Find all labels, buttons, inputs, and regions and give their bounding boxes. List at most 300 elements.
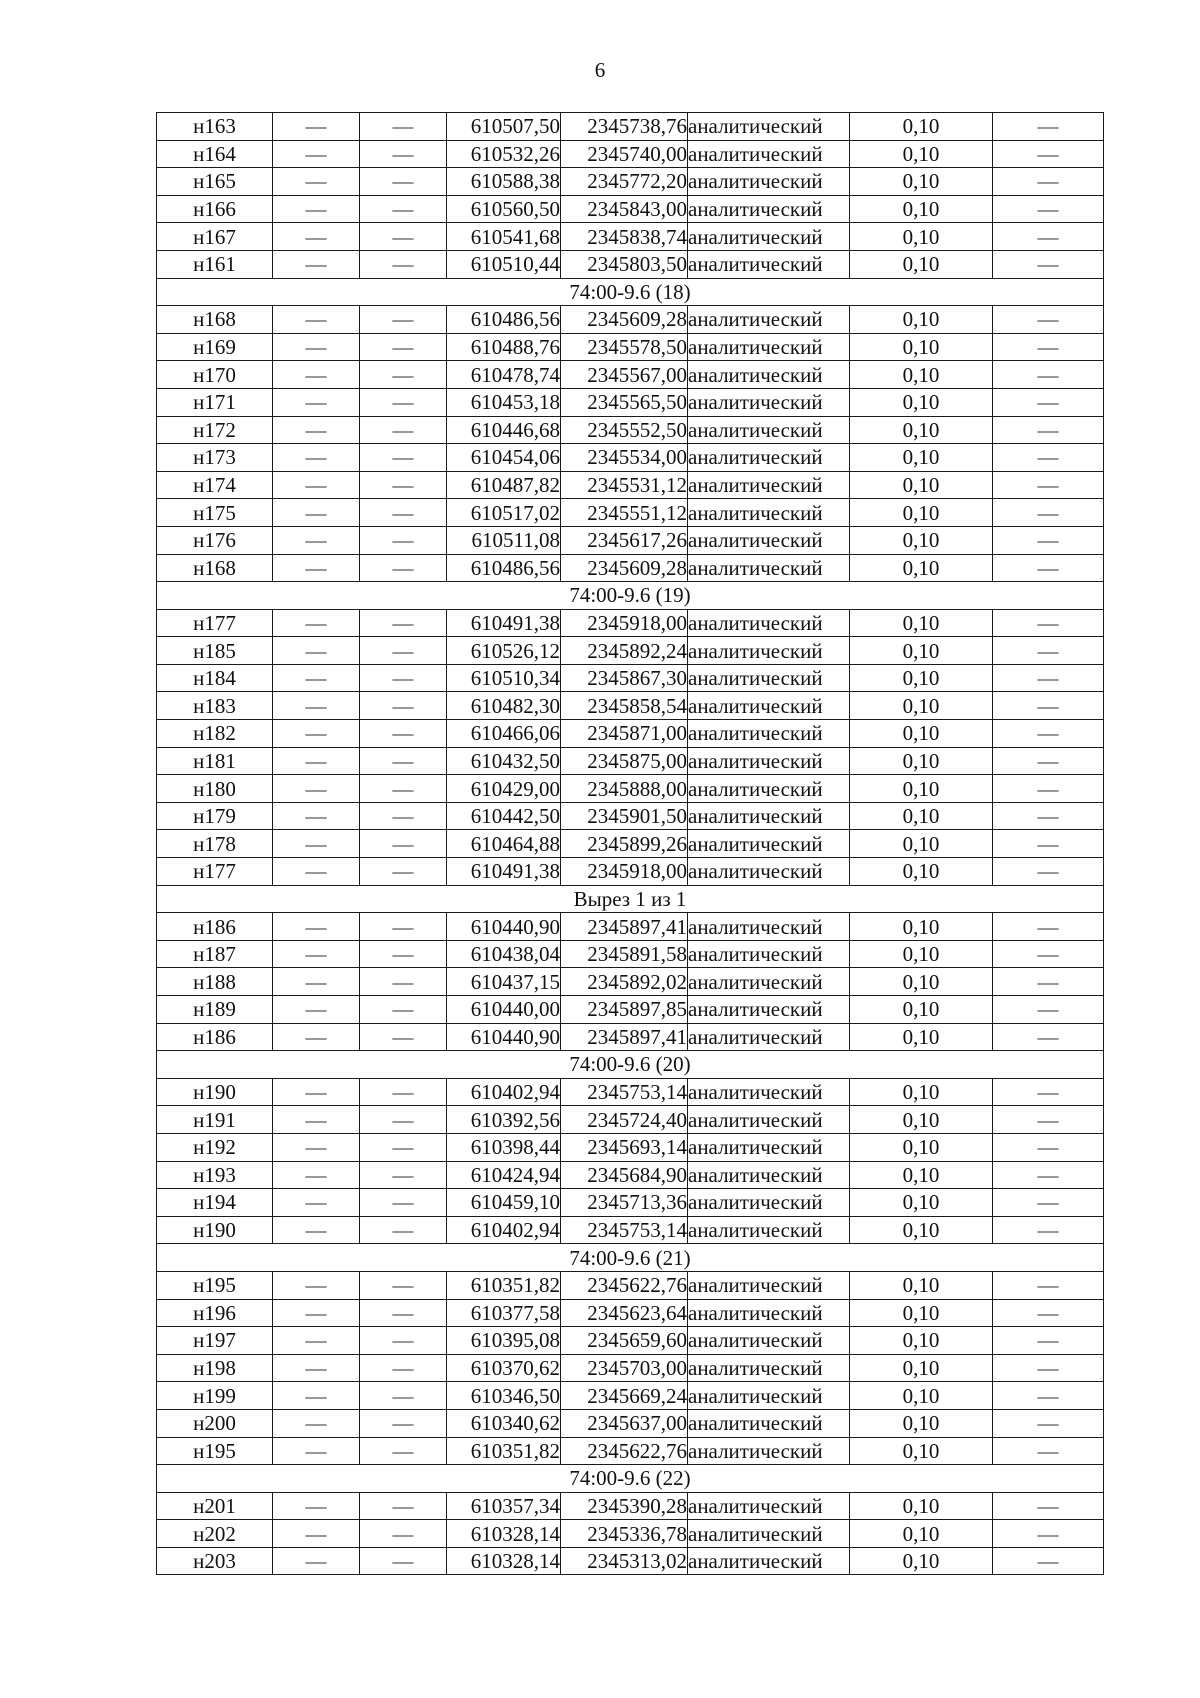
accuracy-value: 0,10	[850, 1354, 993, 1382]
coordinate-y: 2345693,14	[561, 1133, 688, 1161]
coordinate-x: 610438,04	[447, 940, 561, 968]
accuracy-value: 0,10	[850, 388, 993, 416]
determination-method: аналитический	[688, 140, 850, 168]
empty-value: —	[993, 223, 1104, 251]
coordinate-y: 2345858,54	[561, 692, 688, 720]
coordinate-y: 2345565,50	[561, 388, 688, 416]
empty-value: —	[273, 140, 360, 168]
empty-value: —	[273, 388, 360, 416]
section-header-row	[157, 1465, 1104, 1493]
table-row	[157, 1354, 1104, 1382]
empty-value: —	[273, 692, 360, 720]
table-row	[157, 333, 1104, 361]
point-name: н202	[157, 1520, 273, 1548]
table-row	[157, 1299, 1104, 1327]
empty-value: —	[993, 306, 1104, 334]
coordinate-y: 2345753,14	[561, 1216, 688, 1244]
determination-method: аналитический	[688, 1437, 850, 1465]
coordinate-y: 2345713,36	[561, 1189, 688, 1217]
coordinate-y: 2345623,64	[561, 1299, 688, 1327]
coordinate-y: 2345552,50	[561, 416, 688, 444]
coordinate-x: 610370,62	[447, 1354, 561, 1382]
coordinate-x: 610351,82	[447, 1437, 561, 1465]
empty-value: —	[993, 830, 1104, 858]
empty-value: —	[273, 168, 360, 196]
coordinate-x: 610487,82	[447, 471, 561, 499]
empty-value: —	[993, 444, 1104, 472]
empty-value: —	[993, 775, 1104, 803]
coordinate-y: 2345659,60	[561, 1327, 688, 1355]
accuracy-value: 0,10	[850, 1216, 993, 1244]
table-row	[157, 637, 1104, 665]
determination-method: аналитический	[688, 361, 850, 389]
accuracy-value: 0,10	[850, 1327, 993, 1355]
section-label: 74:00-9.6 (22)	[157, 1465, 1104, 1493]
empty-value: —	[993, 195, 1104, 223]
determination-method: аналитический	[688, 1161, 850, 1189]
determination-method: аналитический	[688, 1133, 850, 1161]
coordinate-y: 2345803,50	[561, 250, 688, 278]
empty-value: —	[273, 1299, 360, 1327]
empty-value: —	[993, 1492, 1104, 1520]
coordinate-x: 610517,02	[447, 499, 561, 527]
empty-value: —	[273, 1409, 360, 1437]
determination-method: аналитический	[688, 168, 850, 196]
coordinate-y: 2345313,02	[561, 1547, 688, 1575]
coordinate-x: 610446,68	[447, 416, 561, 444]
coordinate-y: 2345684,90	[561, 1161, 688, 1189]
empty-value: —	[360, 444, 447, 472]
empty-value: —	[360, 830, 447, 858]
coordinate-y: 2345899,26	[561, 830, 688, 858]
empty-value: —	[360, 664, 447, 692]
determination-method: аналитический	[688, 830, 850, 858]
point-name: н203	[157, 1547, 273, 1575]
determination-method: аналитический	[688, 113, 850, 141]
coordinate-y: 2345622,76	[561, 1437, 688, 1465]
empty-value: —	[360, 416, 447, 444]
determination-method: аналитический	[688, 1520, 850, 1548]
empty-value: —	[993, 333, 1104, 361]
table-row	[157, 968, 1104, 996]
coordinate-x: 610440,90	[447, 1023, 561, 1051]
table-row	[157, 747, 1104, 775]
table-row	[157, 554, 1104, 582]
empty-value: —	[360, 747, 447, 775]
empty-value: —	[993, 720, 1104, 748]
empty-value: —	[360, 361, 447, 389]
table-row	[157, 361, 1104, 389]
accuracy-value: 0,10	[850, 637, 993, 665]
empty-value: —	[993, 940, 1104, 968]
empty-value: —	[360, 1161, 447, 1189]
empty-value: —	[273, 1106, 360, 1134]
determination-method: аналитический	[688, 444, 850, 472]
determination-method: аналитический	[688, 416, 850, 444]
coordinate-y: 2345838,74	[561, 223, 688, 251]
coordinate-x: 610340,62	[447, 1409, 561, 1437]
point-name: н190	[157, 1078, 273, 1106]
section-label: 74:00-9.6 (18)	[157, 278, 1104, 306]
point-name: н178	[157, 830, 273, 858]
determination-method: аналитический	[688, 858, 850, 886]
empty-value: —	[360, 195, 447, 223]
point-name: н161	[157, 250, 273, 278]
point-name: н177	[157, 609, 273, 637]
point-name: н191	[157, 1106, 273, 1134]
table-row	[157, 113, 1104, 141]
determination-method: аналитический	[688, 664, 850, 692]
coordinate-x: 610454,06	[447, 444, 561, 472]
empty-value: —	[993, 499, 1104, 527]
table-row	[157, 416, 1104, 444]
point-name: н188	[157, 968, 273, 996]
empty-value: —	[360, 223, 447, 251]
empty-value: —	[993, 1078, 1104, 1106]
accuracy-value: 0,10	[850, 1161, 993, 1189]
accuracy-value: 0,10	[850, 168, 993, 196]
accuracy-value: 0,10	[850, 444, 993, 472]
determination-method: аналитический	[688, 940, 850, 968]
table-row	[157, 1547, 1104, 1575]
point-name: н168	[157, 554, 273, 582]
empty-value: —	[273, 1437, 360, 1465]
determination-method: аналитический	[688, 802, 850, 830]
determination-method: аналитический	[688, 499, 850, 527]
empty-value: —	[360, 1078, 447, 1106]
empty-value: —	[360, 554, 447, 582]
empty-value: —	[993, 113, 1104, 141]
determination-method: аналитический	[688, 306, 850, 334]
accuracy-value: 0,10	[850, 1078, 993, 1106]
empty-value: —	[360, 1216, 447, 1244]
point-name: н196	[157, 1299, 273, 1327]
accuracy-value: 0,10	[850, 1492, 993, 1520]
empty-value: —	[273, 1023, 360, 1051]
empty-value: —	[273, 1354, 360, 1382]
empty-value: —	[993, 1106, 1104, 1134]
empty-value: —	[273, 526, 360, 554]
point-name: н179	[157, 802, 273, 830]
table-row	[157, 306, 1104, 334]
accuracy-value: 0,10	[850, 1299, 993, 1327]
point-name: н197	[157, 1327, 273, 1355]
point-name: н195	[157, 1271, 273, 1299]
empty-value: —	[360, 388, 447, 416]
accuracy-value: 0,10	[850, 1382, 993, 1410]
coordinate-x: 610491,38	[447, 858, 561, 886]
table-row	[157, 250, 1104, 278]
coordinate-y: 2345892,02	[561, 968, 688, 996]
empty-value: —	[993, 471, 1104, 499]
section-label: Вырез 1 из 1	[157, 885, 1104, 913]
table-row	[157, 1271, 1104, 1299]
empty-value: —	[993, 996, 1104, 1024]
accuracy-value: 0,10	[850, 609, 993, 637]
accuracy-value: 0,10	[850, 113, 993, 141]
empty-value: —	[273, 195, 360, 223]
coordinate-y: 2345740,00	[561, 140, 688, 168]
empty-value: —	[993, 1547, 1104, 1575]
empty-value: —	[273, 499, 360, 527]
point-name: н180	[157, 775, 273, 803]
empty-value: —	[273, 775, 360, 803]
determination-method: аналитический	[688, 775, 850, 803]
table-row	[157, 858, 1104, 886]
coordinate-y: 2345875,00	[561, 747, 688, 775]
determination-method: аналитический	[688, 1106, 850, 1134]
coordinate-y: 2345892,24	[561, 637, 688, 665]
empty-value: —	[360, 692, 447, 720]
accuracy-value: 0,10	[850, 1023, 993, 1051]
coordinate-y: 2345724,40	[561, 1106, 688, 1134]
coordinate-y: 2345390,28	[561, 1492, 688, 1520]
table-row	[157, 1216, 1104, 1244]
accuracy-value: 0,10	[850, 968, 993, 996]
coordinate-x: 610398,44	[447, 1133, 561, 1161]
empty-value: —	[993, 1520, 1104, 1548]
coordinate-y: 2345843,00	[561, 195, 688, 223]
empty-value: —	[273, 1547, 360, 1575]
coordinate-x: 610432,50	[447, 747, 561, 775]
empty-value: —	[360, 609, 447, 637]
table-row	[157, 168, 1104, 196]
coordinate-x: 610486,56	[447, 306, 561, 334]
accuracy-value: 0,10	[850, 471, 993, 499]
point-name: н181	[157, 747, 273, 775]
determination-method: аналитический	[688, 692, 850, 720]
empty-value: —	[993, 526, 1104, 554]
table-row	[157, 1492, 1104, 1520]
point-name: н182	[157, 720, 273, 748]
accuracy-value: 0,10	[850, 1271, 993, 1299]
coordinate-y: 2345622,76	[561, 1271, 688, 1299]
empty-value: —	[273, 1492, 360, 1520]
determination-method: аналитический	[688, 1382, 850, 1410]
section-header-row	[157, 582, 1104, 610]
empty-value: —	[360, 306, 447, 334]
determination-method: аналитический	[688, 609, 850, 637]
empty-value: —	[360, 1547, 447, 1575]
accuracy-value: 0,10	[850, 1133, 993, 1161]
coordinate-x: 610328,14	[447, 1547, 561, 1575]
table-row	[157, 195, 1104, 223]
point-name: н184	[157, 664, 273, 692]
point-name: н170	[157, 361, 273, 389]
empty-value: —	[273, 664, 360, 692]
coordinate-x: 610482,30	[447, 692, 561, 720]
section-header-row	[157, 885, 1104, 913]
point-name: н185	[157, 637, 273, 665]
empty-value: —	[993, 1133, 1104, 1161]
coordinate-y: 2345897,41	[561, 1023, 688, 1051]
coordinate-y: 2345753,14	[561, 1078, 688, 1106]
determination-method: аналитический	[688, 1189, 850, 1217]
point-name: н186	[157, 913, 273, 941]
coordinate-x: 610510,44	[447, 250, 561, 278]
determination-method: аналитический	[688, 526, 850, 554]
determination-method: аналитический	[688, 968, 850, 996]
table-row	[157, 913, 1104, 941]
empty-value: —	[273, 747, 360, 775]
empty-value: —	[273, 1216, 360, 1244]
determination-method: аналитический	[688, 471, 850, 499]
coordinate-y: 2345567,00	[561, 361, 688, 389]
determination-method: аналитический	[688, 333, 850, 361]
determination-method: аналитический	[688, 1492, 850, 1520]
determination-method: аналитический	[688, 1299, 850, 1327]
empty-value: —	[360, 1437, 447, 1465]
empty-value: —	[273, 858, 360, 886]
empty-value: —	[360, 637, 447, 665]
coordinate-x: 610466,06	[447, 720, 561, 748]
empty-value: —	[360, 1354, 447, 1382]
point-name: н189	[157, 996, 273, 1024]
table-row	[157, 499, 1104, 527]
empty-value: —	[993, 1327, 1104, 1355]
accuracy-value: 0,10	[850, 1520, 993, 1548]
empty-value: —	[993, 1409, 1104, 1437]
coordinate-x: 610395,08	[447, 1327, 561, 1355]
empty-value: —	[273, 471, 360, 499]
coordinate-y: 2345703,00	[561, 1354, 688, 1382]
coordinate-x: 610478,74	[447, 361, 561, 389]
coordinate-x: 610328,14	[447, 1520, 561, 1548]
coordinate-x: 610402,94	[447, 1078, 561, 1106]
determination-method: аналитический	[688, 1271, 850, 1299]
determination-method: аналитический	[688, 1409, 850, 1437]
accuracy-value: 0,10	[850, 830, 993, 858]
coordinate-x: 610459,10	[447, 1189, 561, 1217]
empty-value: —	[993, 609, 1104, 637]
empty-value: —	[993, 913, 1104, 941]
coordinate-x: 610402,94	[447, 1216, 561, 1244]
coordinate-x: 610588,38	[447, 168, 561, 196]
empty-value: —	[273, 223, 360, 251]
empty-value: —	[993, 1271, 1104, 1299]
empty-value: —	[993, 554, 1104, 582]
point-name: н171	[157, 388, 273, 416]
determination-method: аналитический	[688, 913, 850, 941]
point-name: н163	[157, 113, 273, 141]
table-row	[157, 830, 1104, 858]
empty-value: —	[993, 168, 1104, 196]
table-row	[157, 471, 1104, 499]
empty-value: —	[360, 526, 447, 554]
empty-value: —	[360, 113, 447, 141]
coordinate-x: 610453,18	[447, 388, 561, 416]
coordinate-y: 2345551,12	[561, 499, 688, 527]
coordinate-x: 610526,12	[447, 637, 561, 665]
empty-value: —	[273, 802, 360, 830]
coordinate-x: 610424,94	[447, 1161, 561, 1189]
coordinate-x: 610440,90	[447, 913, 561, 941]
empty-value: —	[360, 1327, 447, 1355]
coordinate-x: 610392,56	[447, 1106, 561, 1134]
point-name: н169	[157, 333, 273, 361]
empty-value: —	[273, 1161, 360, 1189]
coordinate-y: 2345871,00	[561, 720, 688, 748]
table-row	[157, 1133, 1104, 1161]
accuracy-value: 0,10	[850, 1106, 993, 1134]
table-row	[157, 1409, 1104, 1437]
determination-method: аналитический	[688, 996, 850, 1024]
empty-value: —	[360, 1023, 447, 1051]
empty-value: —	[273, 637, 360, 665]
accuracy-value: 0,10	[850, 996, 993, 1024]
empty-value: —	[360, 940, 447, 968]
empty-value: —	[993, 1382, 1104, 1410]
coordinate-x: 610357,34	[447, 1492, 561, 1520]
accuracy-value: 0,10	[850, 1437, 993, 1465]
coordinate-y: 2345669,24	[561, 1382, 688, 1410]
coordinate-y: 2345918,00	[561, 858, 688, 886]
empty-value: —	[273, 113, 360, 141]
empty-value: —	[993, 388, 1104, 416]
empty-value: —	[360, 1409, 447, 1437]
accuracy-value: 0,10	[850, 747, 993, 775]
empty-value: —	[273, 1327, 360, 1355]
accuracy-value: 0,10	[850, 526, 993, 554]
coordinate-y: 2345867,30	[561, 664, 688, 692]
table-row	[157, 223, 1104, 251]
coordinate-x: 610511,08	[447, 526, 561, 554]
determination-method: аналитический	[688, 195, 850, 223]
empty-value: —	[273, 1271, 360, 1299]
coordinate-x: 610560,50	[447, 195, 561, 223]
empty-value: —	[993, 1354, 1104, 1382]
table-row	[157, 692, 1104, 720]
determination-method: аналитический	[688, 1327, 850, 1355]
coordinates-table	[156, 112, 1104, 1575]
empty-value: —	[360, 471, 447, 499]
coordinate-y: 2345888,00	[561, 775, 688, 803]
empty-value: —	[360, 1271, 447, 1299]
point-name: н198	[157, 1354, 273, 1382]
coordinate-y: 2345609,28	[561, 554, 688, 582]
determination-method: аналитический	[688, 720, 850, 748]
table-row	[157, 1189, 1104, 1217]
table-row	[157, 1520, 1104, 1548]
empty-value: —	[993, 858, 1104, 886]
accuracy-value: 0,10	[850, 223, 993, 251]
empty-value: —	[360, 499, 447, 527]
empty-value: —	[273, 1520, 360, 1548]
empty-value: —	[360, 250, 447, 278]
point-name: н199	[157, 1382, 273, 1410]
accuracy-value: 0,10	[850, 1189, 993, 1217]
coordinate-y: 2345738,76	[561, 113, 688, 141]
empty-value: —	[993, 361, 1104, 389]
coordinate-x: 610351,82	[447, 1271, 561, 1299]
table-row	[157, 140, 1104, 168]
empty-value: —	[993, 637, 1104, 665]
empty-value: —	[273, 250, 360, 278]
empty-value: —	[360, 720, 447, 748]
accuracy-value: 0,10	[850, 140, 993, 168]
section-header-row	[157, 278, 1104, 306]
empty-value: —	[273, 940, 360, 968]
section-header-row	[157, 1051, 1104, 1079]
accuracy-value: 0,10	[850, 250, 993, 278]
empty-value: —	[993, 140, 1104, 168]
empty-value: —	[360, 1106, 447, 1134]
accuracy-value: 0,10	[850, 499, 993, 527]
accuracy-value: 0,10	[850, 554, 993, 582]
point-name: н166	[157, 195, 273, 223]
point-name: н167	[157, 223, 273, 251]
determination-method: аналитический	[688, 1354, 850, 1382]
